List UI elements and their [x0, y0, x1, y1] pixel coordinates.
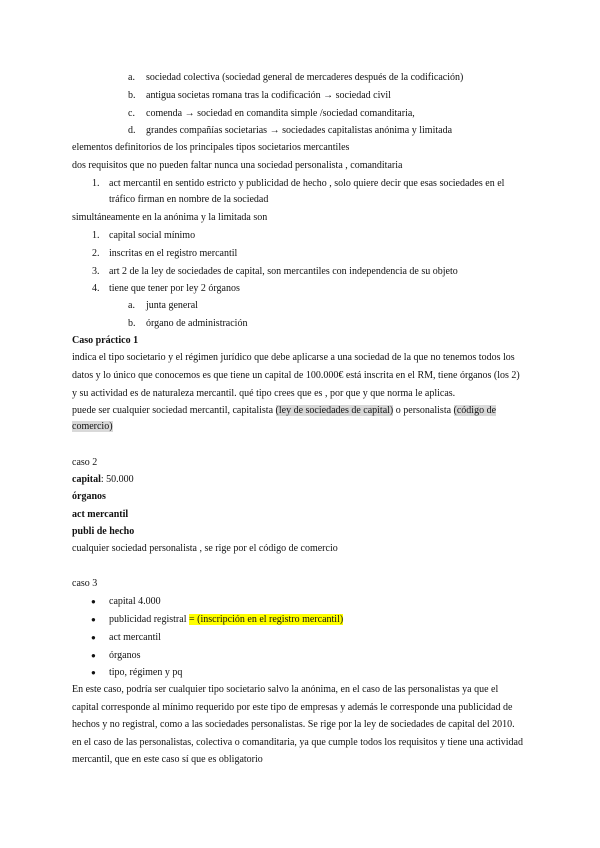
paragraph-line: hechos y no registral, como a las sociedades personalistas. Se rige por la ley de sociedades de capital del 2010.: [72, 719, 515, 730]
paragraph-line: En este caso, podría ser cualquier tipo societario salvo la anónima, en el caso de las personalistas ya que el: [72, 684, 499, 695]
bullet-icon: ●: [91, 615, 96, 624]
section-heading: Caso práctico 1: [72, 335, 139, 346]
bullet-icon: ●: [91, 668, 96, 677]
section-heading: caso 2: [72, 457, 98, 468]
paragraph: simultáneamente en la anónima y la limitada son: [72, 212, 268, 223]
list-item: sociedad colectiva (sociedad general de mercaderes después de la codificación): [146, 72, 464, 83]
data-line: [72, 474, 134, 486]
field-label: capital: [72, 474, 101, 485]
field-value: : 50.000: [100, 474, 134, 485]
list-marker: a.: [128, 300, 135, 311]
list-item-continuation: tráfico firman en nombre de la sociedad: [109, 194, 269, 205]
list-item: [109, 614, 343, 626]
list-item: tipo, régimen y pq: [109, 667, 183, 678]
data-line: órganos: [72, 491, 106, 502]
highlighted-text: (ley de sociedades de capital): [275, 405, 394, 416]
paragraph-line: datos y lo único que conocemos es que tiene un capital de 100.000€ está inscrita en el RM, tiene órganos (los 2): [72, 370, 520, 381]
list-item: inscritas en el registro mercantil: [109, 248, 238, 259]
paragraph: cualquier sociedad personalista , se rige por el código de comercio: [72, 543, 338, 554]
list-item: art 2 de la ley de sociedades de capital, son mercantiles con independencia de su objeto: [109, 266, 458, 277]
list-marker: 4.: [92, 283, 100, 294]
data-line: act mercantil: [72, 509, 129, 520]
section-heading: caso 3: [72, 578, 98, 589]
paragraph-line: en el caso de las personalistas, colectiva o comanditaria, ya que cumple todos los requisitos y tiene una actividad: [72, 737, 523, 748]
list-item: junta general: [146, 300, 198, 311]
list-marker: b.: [128, 318, 136, 329]
answer-text: o personalista: [393, 405, 454, 416]
list-item: grandes compañías societarias → sociedades capitalistas anónima y limitada: [146, 125, 453, 136]
list-marker: 1.: [92, 178, 100, 189]
highlighted-text: (código de: [453, 405, 497, 416]
bullet-icon: ●: [91, 597, 96, 606]
list-marker: d.: [128, 125, 136, 136]
data-line: publi de hecho: [72, 526, 135, 537]
answer-text: puede ser cualquier sociedad mercantil, capitalista: [72, 405, 276, 416]
list-item: órgano de administración: [146, 318, 248, 329]
paragraph-line: mercantil, que en este caso sí que es obligatorio: [72, 754, 263, 765]
list-item: act mercantil: [109, 632, 161, 643]
list-item: capital 4.000: [109, 596, 161, 607]
paragraph: dos requisitos que no pueden faltar nunca una sociedad personalista , comanditaria: [72, 160, 403, 171]
bullet-icon: ●: [91, 633, 96, 642]
list-marker: 1.: [92, 230, 100, 241]
list-item: antigua societas romana tras la codificación → sociedad civil: [146, 90, 391, 101]
bullet-icon: ●: [91, 651, 96, 660]
paragraph: elementos definitorios de los principales tipos societarios mercantiles: [72, 142, 350, 153]
list-marker: b.: [128, 90, 136, 101]
list-item: capital social mínimo: [109, 230, 196, 241]
list-item: comenda → sociedad en comandita simple /sociedad comanditaria,: [146, 108, 415, 119]
list-marker: c.: [128, 108, 135, 119]
highlighted-text: = (inscripción en el registro mercantil): [188, 614, 344, 625]
highlighted-text: comercio): [72, 421, 113, 432]
list-item: act mercantil en sentido estricto y publicidad de hecho , solo quiere decir que esas sociedades en el: [109, 178, 505, 189]
answer-line: [72, 405, 496, 417]
list-marker: 2.: [92, 248, 100, 259]
paragraph-line: indica el tipo societario y el régimen jurídico que debe aplicarse a una sociedad de la que no tenemos todos los: [72, 352, 515, 363]
list-marker: 3.: [92, 266, 100, 277]
answer-line: [72, 421, 113, 433]
list-item: tiene que tener por ley 2 órganos: [109, 283, 240, 294]
paragraph-line: capital corresponde al mínimo requerido por este tipo de empresas y además le corresponde una publicidad de: [72, 702, 513, 713]
list-item: órganos: [109, 650, 141, 661]
paragraph-line: y su actividad es de naturaleza mercantil. qué tipo crees que es , por que y que norma le aplicas.: [72, 388, 456, 399]
list-item-text: publicidad registral: [109, 614, 189, 625]
list-marker: a.: [128, 72, 135, 83]
